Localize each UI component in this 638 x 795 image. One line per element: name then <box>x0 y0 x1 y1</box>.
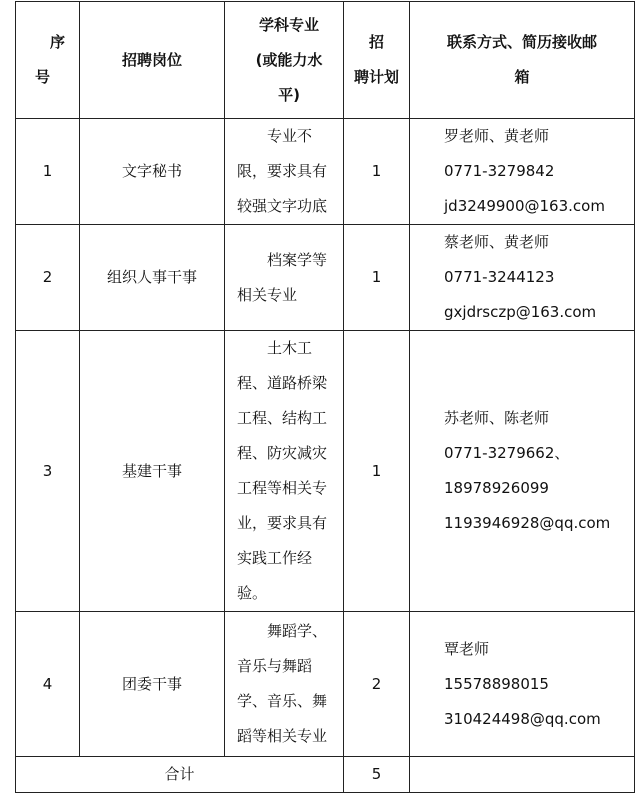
major-line: 实践工作经 <box>237 549 313 567</box>
row-contact <box>410 612 635 757</box>
contact-line: 罗老师、黄老师 <box>444 127 550 145</box>
header-index-line2: 号 <box>34 68 50 86</box>
total-label: 合计 <box>16 757 344 793</box>
contact-line: 0771-3279842 <box>444 162 555 180</box>
row-index: 1 <box>16 119 80 225</box>
major-line: 程、道路桥梁 <box>237 374 328 392</box>
major-line: 专业不 <box>267 127 313 145</box>
row-index: 2 <box>16 225 80 331</box>
contact-line: 18978926099 <box>444 479 549 497</box>
major-line: 档案学等 <box>267 250 328 269</box>
major-line: 验。 <box>237 584 268 602</box>
header-major-line3: 平) <box>278 85 300 104</box>
row-plan: 1 <box>344 225 410 331</box>
major-line: 限，要求具有 <box>237 162 328 180</box>
row-major <box>225 612 344 757</box>
row-contact <box>410 225 635 331</box>
row-index: 4 <box>16 612 80 757</box>
total-contact <box>410 757 635 793</box>
major-line: 音乐与舞蹈 <box>237 657 313 675</box>
major-line: 程、防灾减灾 <box>237 444 328 462</box>
contact-line: 1193946928@qq.com <box>444 514 611 532</box>
recruitment-table <box>15 1 635 793</box>
table-row <box>16 612 635 757</box>
row-index: 3 <box>16 331 80 612</box>
header-plan-line1: 招 <box>368 33 384 51</box>
table-row <box>16 225 635 331</box>
row-major <box>225 119 344 225</box>
header-index-line1: 序 <box>49 33 65 51</box>
header-major-line1: 学科专业 <box>258 15 319 34</box>
header-plan-line2: 聘计划 <box>353 68 399 86</box>
contact-line: 覃老师 <box>444 639 490 658</box>
header-position: 招聘岗位 <box>80 2 225 119</box>
total-value: 5 <box>344 757 410 793</box>
contact-line: 0771-3279662、 <box>444 444 570 462</box>
major-line: 学、音乐、舞 <box>237 692 328 710</box>
major-line: 较强文字功底 <box>237 197 328 215</box>
major-line: 相关专业 <box>237 285 298 304</box>
total-row <box>16 757 635 793</box>
contact-line: 蔡老师、黄老师 <box>444 233 550 251</box>
contact-line: 15578898015 <box>444 674 549 693</box>
header-index <box>16 2 80 119</box>
row-contact <box>410 331 635 612</box>
row-position: 团委干事 <box>80 612 225 757</box>
major-line: 业，要求具有 <box>237 514 328 532</box>
major-line: 工程等相关专 <box>237 479 328 497</box>
header-contact-line2: 箱 <box>514 68 530 86</box>
contact-line: 310424498@qq.com <box>444 709 601 728</box>
row-position: 文字秘书 <box>80 119 225 225</box>
header-row <box>16 2 635 119</box>
row-major <box>225 225 344 331</box>
header-major <box>225 2 344 119</box>
contact-line: 0771-3244123 <box>444 268 555 286</box>
row-plan: 1 <box>344 331 410 612</box>
row-contact <box>410 119 635 225</box>
header-contact <box>410 2 635 119</box>
row-major <box>225 331 344 612</box>
contact-line: jd3249900@163.com <box>444 197 605 215</box>
row-plan: 2 <box>344 612 410 757</box>
contact-line: 苏老师、陈老师 <box>444 409 550 427</box>
major-line: 土木工 <box>267 339 313 357</box>
table-row <box>16 119 635 225</box>
table-row <box>16 331 635 612</box>
row-position: 基建干事 <box>80 331 225 612</box>
header-plan <box>344 2 410 119</box>
major-line: 蹈等相关专业 <box>237 727 328 745</box>
header-contact-line1: 联系方式、简历接收邮 <box>446 33 597 51</box>
major-line: 工程、结构工 <box>237 409 328 427</box>
row-position: 组织人事干事 <box>80 225 225 331</box>
contact-line: gxjdrsczp@163.com <box>444 303 597 321</box>
row-plan: 1 <box>344 119 410 225</box>
major-line: 舞蹈学、 <box>267 622 328 640</box>
header-major-line2: (或能力水 <box>255 50 323 69</box>
